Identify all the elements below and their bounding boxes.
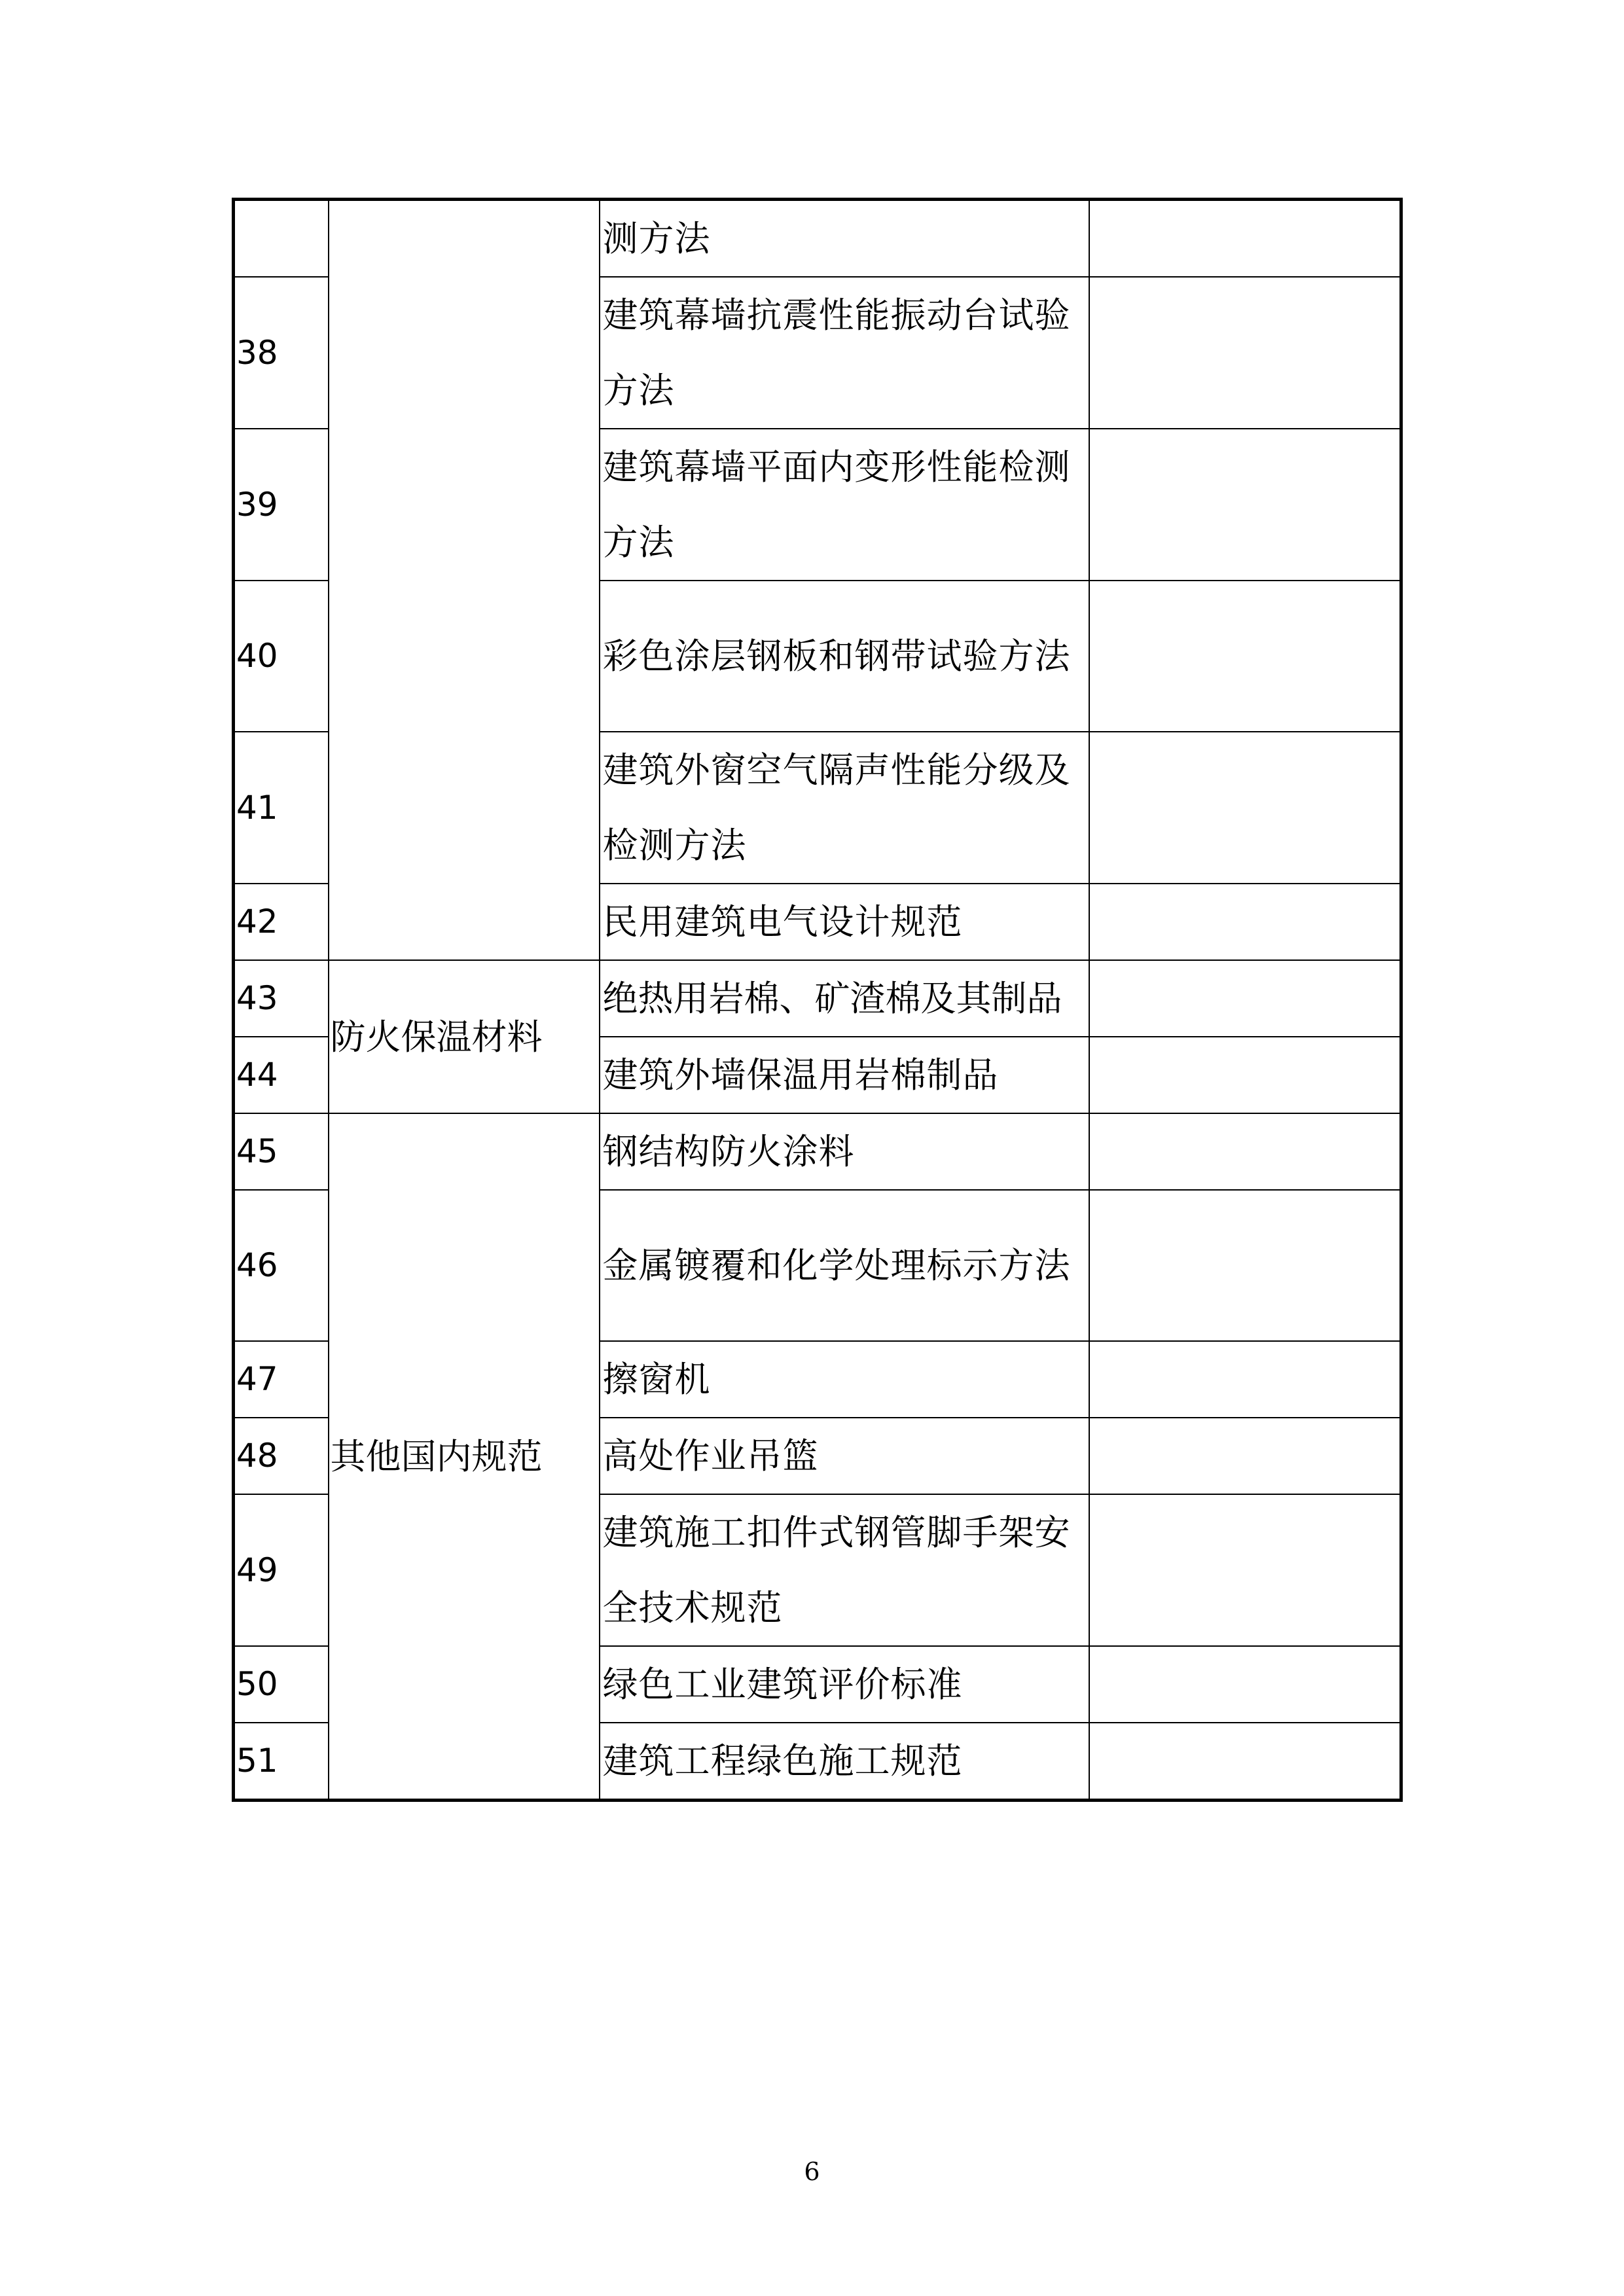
row-number: 38 bbox=[234, 277, 329, 429]
table-row bbox=[234, 1113, 1401, 1190]
row-number: 44 bbox=[234, 1037, 329, 1113]
row-number: 42 bbox=[234, 884, 329, 960]
standard-name: 绿色工业建筑评价标准 bbox=[600, 1646, 1089, 1723]
standard-name: 建筑工程绿色施工规范 bbox=[600, 1723, 1089, 1801]
remarks-cell bbox=[1089, 732, 1401, 884]
standard-name: 民用建筑电气设计规范 bbox=[600, 884, 1089, 960]
remarks-cell bbox=[1089, 1341, 1401, 1418]
standard-name: 彩色涂层钢板和钢带试验方法 bbox=[600, 581, 1089, 732]
remarks-cell bbox=[1089, 1646, 1401, 1723]
remarks-cell bbox=[1089, 1723, 1401, 1801]
remarks-cell bbox=[1089, 200, 1401, 278]
standards-table bbox=[232, 198, 1403, 1802]
remarks-cell bbox=[1089, 1037, 1401, 1113]
row-number: 40 bbox=[234, 581, 329, 732]
page-number: 6 bbox=[804, 2157, 820, 2186]
row-number: 43 bbox=[234, 960, 329, 1037]
remarks-cell bbox=[1089, 1494, 1401, 1646]
row-number: 49 bbox=[234, 1494, 329, 1646]
standard-name: 金属镀覆和化学处理标示方法 bbox=[600, 1190, 1089, 1341]
standard-name: 建筑施工扣件式钢管脚手架安全技术规范 bbox=[600, 1494, 1089, 1646]
standard-name: 测方法 bbox=[600, 200, 1089, 278]
remarks-cell bbox=[1089, 884, 1401, 960]
category-cell: 防火保温材料 bbox=[329, 960, 600, 1113]
remarks-cell bbox=[1089, 277, 1401, 429]
remarks-cell bbox=[1089, 1418, 1401, 1494]
remarks-cell bbox=[1089, 429, 1401, 581]
row-number: 48 bbox=[234, 1418, 329, 1494]
remarks-cell bbox=[1089, 960, 1401, 1037]
row-number: 51 bbox=[234, 1723, 329, 1801]
row-number: 45 bbox=[234, 1113, 329, 1190]
row-number: 41 bbox=[234, 732, 329, 884]
standard-name: 建筑外窗空气隔声性能分级及检测方法 bbox=[600, 732, 1089, 884]
row-number: 46 bbox=[234, 1190, 329, 1341]
row-number: 39 bbox=[234, 429, 329, 581]
row-number bbox=[234, 200, 329, 278]
standard-name: 高处作业吊篮 bbox=[600, 1418, 1089, 1494]
category-cell bbox=[329, 200, 600, 961]
standard-name: 擦窗机 bbox=[600, 1341, 1089, 1418]
table-row bbox=[234, 960, 1401, 1037]
standard-name: 钢结构防火涂料 bbox=[600, 1113, 1089, 1190]
remarks-cell bbox=[1089, 1190, 1401, 1341]
category-cell: 其他国内规范 bbox=[329, 1113, 600, 1801]
standard-name: 绝热用岩棉、矿渣棉及其制品 bbox=[600, 960, 1089, 1037]
standard-name: 建筑外墙保温用岩棉制品 bbox=[600, 1037, 1089, 1113]
row-number: 47 bbox=[234, 1341, 329, 1418]
remarks-cell bbox=[1089, 581, 1401, 732]
table-row bbox=[234, 200, 1401, 278]
standard-name: 建筑幕墙抗震性能振动台试验方法 bbox=[600, 277, 1089, 429]
remarks-cell bbox=[1089, 1113, 1401, 1190]
standard-name: 建筑幕墙平面内变形性能检测方法 bbox=[600, 429, 1089, 581]
row-number: 50 bbox=[234, 1646, 329, 1723]
